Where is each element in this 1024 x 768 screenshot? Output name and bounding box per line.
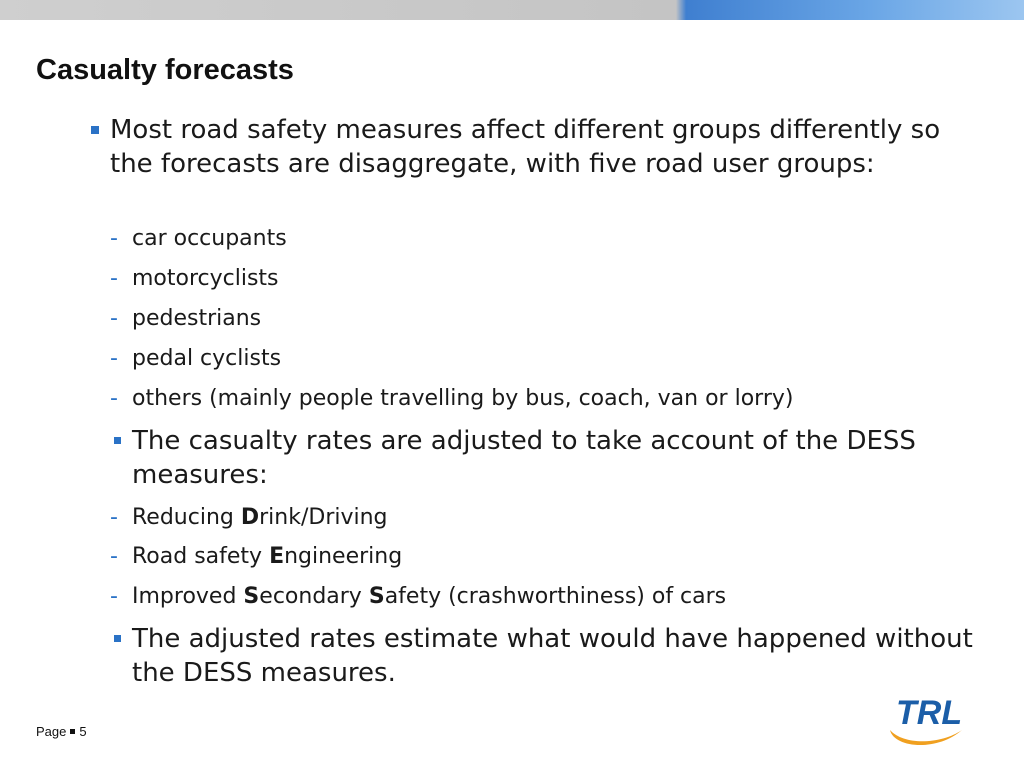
dash-icon: - bbox=[110, 544, 118, 569]
square-bullet-icon bbox=[114, 437, 121, 444]
list-item-group: - motorcyclists bbox=[110, 266, 279, 291]
list-item-group: - others (mainly people travelling by bus, coach, van or lorry) bbox=[110, 386, 794, 411]
dash-icon: - bbox=[110, 346, 118, 371]
square-bullet-icon bbox=[114, 635, 121, 642]
bullet-road-user-groups bbox=[110, 113, 990, 181]
bullet-text: Most road safety measures affect different groups differently so the forecasts are disaggregate, with five road user groups: bbox=[110, 115, 941, 179]
dash-icon: - bbox=[110, 266, 118, 291]
trl-logo-icon bbox=[882, 690, 992, 750]
dash-icon: - bbox=[110, 505, 118, 530]
bullet-text: The casualty rates are adjusted to take account of the DESS measures: bbox=[132, 426, 916, 490]
page-footer bbox=[36, 724, 87, 739]
list-item-group: - car occupants bbox=[110, 226, 287, 251]
list-item-measure: - Road safety Engineering bbox=[110, 544, 403, 569]
top-banner bbox=[0, 0, 1024, 20]
list-item-group: - pedal cyclists bbox=[110, 346, 282, 371]
list-item-measure: - Reducing Drink/Driving bbox=[110, 505, 388, 530]
page-label: Page bbox=[36, 724, 67, 739]
bullet-text: The adjusted rates estimate what would have happened without the DESS measures. bbox=[132, 624, 973, 688]
square-bullet-icon bbox=[91, 126, 99, 134]
slide-title: Casualty forecasts bbox=[36, 54, 294, 86]
page-number: 5 bbox=[79, 724, 87, 739]
square-separator-icon bbox=[70, 729, 75, 734]
bullet-casualty-rates bbox=[132, 424, 992, 492]
dash-icon: - bbox=[110, 386, 118, 411]
dash-icon: - bbox=[110, 226, 118, 251]
dash-icon: - bbox=[110, 584, 118, 609]
dash-icon: - bbox=[110, 306, 118, 331]
list-item-group: - pedestrians bbox=[110, 306, 262, 331]
list-item-measure: - Improved Secondary Safety (crashworthiness) of cars bbox=[110, 584, 727, 609]
logo-text: TRL bbox=[896, 694, 963, 732]
bullet-adjusted-rates bbox=[132, 622, 992, 690]
